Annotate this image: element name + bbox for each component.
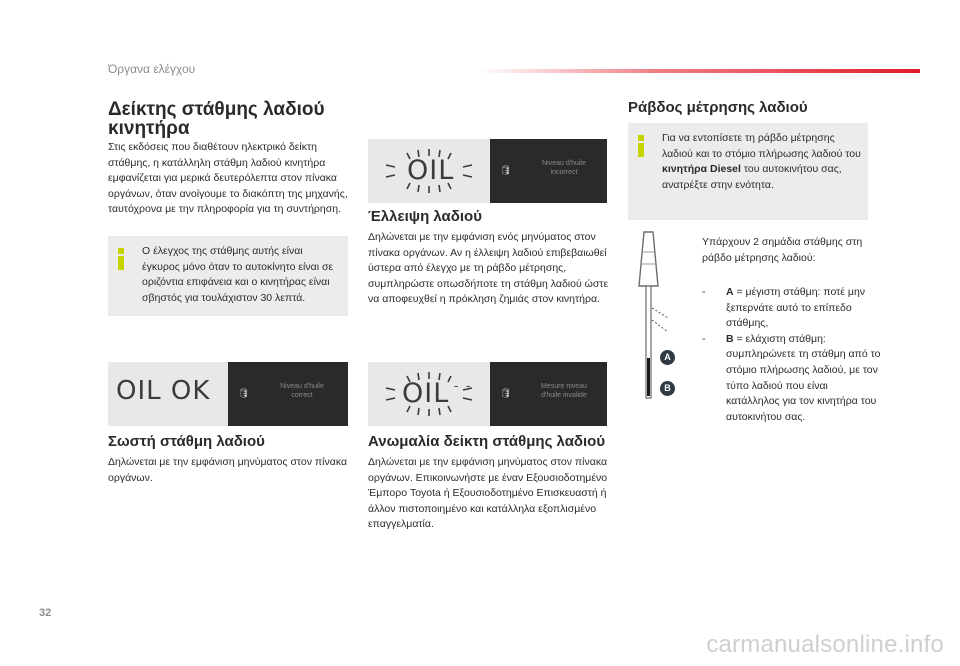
screen-oil-low xyxy=(368,139,607,203)
watermark-text: carmanualsonline.info xyxy=(706,631,944,658)
info-box-validity xyxy=(108,236,348,316)
header-section-title: Όργανα ελέγχου xyxy=(108,62,196,76)
title-line-1: Δείκτης στάθμης λαδιού xyxy=(108,99,325,120)
correct-level-title: Σωστή στάθμη λαδιού xyxy=(108,433,265,450)
info-icon xyxy=(117,248,125,270)
dipstick-label-a: A xyxy=(660,350,675,365)
mark-b-item: - B = ελάχιστη στάθμη: συμπληρώνετε τη στάθμη από το στόμιο πλήρωσης λαδιού, με τον τύπο λαδιού που είναι κατάλληλος για τον κινητήρα του αυτοκινήτου σας. xyxy=(702,332,881,423)
oil-gauge-title xyxy=(108,100,358,138)
page-number: 32 xyxy=(39,607,52,619)
oil-can-icon: 🛢 xyxy=(500,388,512,398)
oil-low-title: Έλλειψη λαδιού xyxy=(368,208,482,225)
oil-low-display-text: OIL xyxy=(407,155,455,186)
oil-fault-body: Δηλώνεται με την εμφάνιση μηνύματος στον πίνακα οργάνων. Επικοινωνήστε με έναν Εξουσιοδοτημένο Έμπορο Toyota ή Εξουσιοδοτημένο Επισκευαστή ή άλλον πιστοποιημένο και κατάλληλα εξοπλισμένο επαγγελματία. xyxy=(368,456,608,531)
info-text: Ο έλεγχος της στάθμης αυτής είναι έγκυρος μόνο όταν το αυτοκίνητο είναι σε οριζόντια επιφάνεια και ο κινητήρας είναι σβηστός για τουλάχιστον 30 λεπτά. xyxy=(142,245,334,304)
screen-oil-ok xyxy=(108,362,348,426)
dipstick-marks-list xyxy=(702,285,882,425)
oil-low-body: Δηλώνεται με την εμφάνιση ενός μηνύματος στον πίνακα οργάνων. Αν η έλλειψη λαδιού επιβεβαιωθεί ύστερα από έλεγχο με τη ράβδο μέτρησης, συμπληρώστε οπωσδήποτε τη στάθμη λαδιού ώστε να αποφευχθεί η πρόκληση ζημιάς στον κινητήρα. xyxy=(368,231,609,306)
dipstick-title: Ράβδος μέτρησης λαδιού xyxy=(628,99,808,116)
oil-ok-display-text: OIL OK xyxy=(116,376,211,406)
screen-message: Mesure niveau d'huile invalide xyxy=(541,383,587,399)
screen-message: Niveau d'huile correct xyxy=(280,383,324,399)
oil-fault-display-text: OIL xyxy=(402,378,450,409)
oil-fault-dots: - - xyxy=(454,378,473,393)
dipstick-illustration xyxy=(628,228,688,408)
dipstick-label-b: B xyxy=(660,381,675,396)
info-icon xyxy=(637,135,645,157)
info-text: Για να εντοπίσετε τη ράβδο μέτρησης λαδιού και το στόμιο πλήρωσης λαδιού του κινητήρα Diesel του αυτοκινήτου σας, ανατρέξτε στην ενότητα. xyxy=(662,132,861,191)
info-box-dipstick xyxy=(628,123,868,220)
correct-level-body: Δηλώνεται με την εμφάνιση μηνύματος στον πίνακα οργάνων. xyxy=(108,456,348,484)
mark-a-item: - A = μέγιστη στάθμη: ποτέ μην ξεπερνάτε αυτό το επίπεδο στάθμης, xyxy=(702,286,866,330)
oil-can-icon: 🛢 xyxy=(500,165,512,175)
oil-gauge-body: Στις εκδόσεις που διαθέτουν ηλεκτρικό δείκτη στάθμης, η κατάλληλη στάθμη λαδιού κινητήρα εμφανίζεται για μερικά δευτερόλεπτα στον πίνακα οργάνων, όταν ανοίγουμε το διακόπτη της μηχανής, ταυτόχρονα με την πληροφορία για τη συντήρηση. xyxy=(108,141,348,216)
title-line-2: κινητήρα xyxy=(108,118,190,139)
screen-message: Niveau d'huile incorrect xyxy=(542,160,586,176)
screen-oil-fault xyxy=(368,362,607,426)
header-accent-line xyxy=(480,69,920,73)
oil-can-icon: 🛢 xyxy=(238,388,250,398)
oil-fault-title: Ανωμαλία δείκτη στάθμης λαδιού xyxy=(368,433,606,450)
dipstick-marks-intro: Υπάρχουν 2 σημάδια στάθμης στη ράβδο μέτρησης λαδιού: xyxy=(702,236,863,264)
